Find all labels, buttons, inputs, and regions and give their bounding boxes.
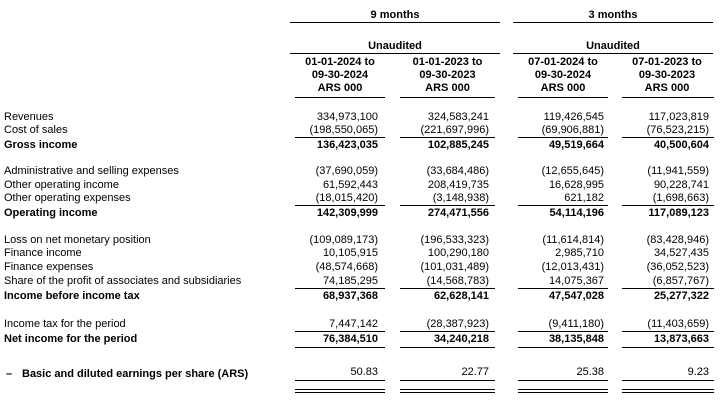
unaudited-label-9-months: Unaudited xyxy=(368,40,422,52)
row-label-eps: Basic and diluted earnings per share (ARS) xyxy=(22,368,249,380)
cell-gross-income-col1: 136,423,035 xyxy=(316,139,378,151)
cell-revenues-col3: 119,426,545 xyxy=(543,111,604,123)
rule-column-header-4 xyxy=(622,97,714,98)
column-header-4-line1: 07-01-2023 to xyxy=(632,56,702,68)
cell-other-operating-income-col3: 16,628,995 xyxy=(548,179,604,191)
rule-income-before-tax-2 xyxy=(400,288,495,289)
cell-eps-col3: 25.38 xyxy=(576,366,604,378)
cell-share-profit-associates-col4: (6,857,767) xyxy=(652,275,709,287)
cell-net-income-col3: 38,135,848 xyxy=(548,333,604,345)
cell-operating-income-col3: 54,114,196 xyxy=(549,207,604,219)
column-header-2-line1: 01-01-2023 to xyxy=(412,56,483,68)
cell-share-profit-associates-col3: 14,075,367 xyxy=(548,275,604,287)
rule-net-income-top-3 xyxy=(518,331,608,332)
period-header-3-months: 3 months xyxy=(588,9,638,21)
rule-gross-income-1 xyxy=(295,137,385,138)
cell-other-operating-income-col2: 208,419,735 xyxy=(427,179,489,191)
rule-net-income-top-2 xyxy=(400,331,495,332)
cell-finance-expenses-col2: (101,031,489) xyxy=(420,261,489,273)
rule-eps-2 xyxy=(400,380,495,381)
cell-revenues-col1: 334,973,100 xyxy=(316,111,378,123)
cell-finance-income-col4: 34,527,435 xyxy=(653,247,709,259)
cell-gross-income-col3: 49,519,664 xyxy=(548,139,604,151)
cell-operating-income-col1: 142,309,999 xyxy=(316,207,378,219)
cell-other-operating-income-col4: 90,228,741 xyxy=(653,179,709,191)
cell-operating-income-col2: 274,471,556 xyxy=(427,207,489,219)
eps-dash: – xyxy=(6,368,13,380)
cell-finance-expenses-col3: (12,013,431) xyxy=(541,261,604,273)
column-header-4-line2: 09-30-2023 xyxy=(638,69,696,81)
cell-other-operating-expenses-col3: 621,182 xyxy=(564,192,604,204)
row-label-other-operating-income: Other operating income xyxy=(4,179,119,191)
rule-gross-income-2 xyxy=(400,137,495,138)
rule-net-income-bottom-4 xyxy=(622,347,714,348)
cell-cost-of-sales-col4: (76,523,215) xyxy=(646,124,709,136)
rule-unaudited-9 xyxy=(290,53,500,54)
cell-other-operating-expenses-col4: (1,698,663) xyxy=(652,192,709,204)
row-label-finance-expenses: Finance expenses xyxy=(4,261,94,273)
cell-cost-of-sales-col1: (198,550,065) xyxy=(309,124,378,136)
rule-column-header-1 xyxy=(295,97,385,98)
column-header-4-unit: ARS 000 xyxy=(644,82,690,94)
cell-net-income-col4: 13,873,663 xyxy=(653,333,709,345)
period-header-9-months: 9 months xyxy=(370,9,420,21)
cell-admin-selling-expenses-col4: (11,941,559) xyxy=(647,165,709,177)
rule-income-before-tax-3 xyxy=(518,288,608,289)
rule-eps-4 xyxy=(622,380,714,381)
column-header-3-line2: 09-30-2024 xyxy=(534,69,592,81)
rule-net-income-bottom-2 xyxy=(400,347,495,348)
cell-income-tax-col4: (11,403,659) xyxy=(647,318,709,330)
rule-3-months xyxy=(513,22,713,23)
rule-gross-income-3 xyxy=(518,137,608,138)
cell-cost-of-sales-col2: (221,697,996) xyxy=(420,124,489,136)
column-header-1-line2: 09-30-2024 xyxy=(311,69,369,81)
column-header-2 xyxy=(395,56,500,95)
row-label-operating-income: Operating income xyxy=(4,207,98,219)
cell-income-before-tax-col2: 62,628,141 xyxy=(433,290,489,302)
rule-eps-3 xyxy=(518,380,608,381)
cell-share-profit-associates-col1: 74,185,295 xyxy=(322,275,378,287)
column-header-3-line1: 07-01-2024 to xyxy=(528,56,598,68)
column-header-2-line2: 09-30-2023 xyxy=(419,69,476,81)
row-label-loss-net-monetary-position: Loss on net monetary position xyxy=(4,234,151,246)
rule-operating-income-4 xyxy=(622,205,714,206)
row-label-finance-income: Finance income xyxy=(4,247,82,259)
row-label-share-profit-associates: Share of the profit of associates and subsidiaries xyxy=(4,275,242,287)
row-label-admin-selling-expenses: Administrative and selling expenses xyxy=(4,165,179,177)
cell-admin-selling-expenses-col3: (12,655,645) xyxy=(541,165,604,177)
cell-cost-of-sales-col3: (69,906,881) xyxy=(541,124,604,136)
row-label-gross-income: Gross income xyxy=(4,139,78,151)
cell-income-before-tax-col4: 25,277,322 xyxy=(653,290,709,302)
rule-gross-income-4 xyxy=(622,137,714,138)
cell-income-before-tax-col1: 68,937,368 xyxy=(322,290,378,302)
cell-income-tax-col1: 7,447,142 xyxy=(329,318,378,330)
cell-other-operating-expenses-col1: (18,015,420) xyxy=(315,192,378,204)
cell-income-before-tax-col3: 47,547,028 xyxy=(548,290,604,302)
column-header-3-unit: ARS 000 xyxy=(540,82,586,94)
rule-eps-1 xyxy=(295,380,385,381)
cell-revenues-col2: 324,583,241 xyxy=(427,111,489,123)
double-rule-4 xyxy=(622,389,714,393)
double-rule-3 xyxy=(518,389,608,393)
rule-net-income-bottom-3 xyxy=(518,347,608,348)
rule-column-header-3 xyxy=(518,97,608,98)
column-header-4 xyxy=(617,56,717,95)
column-header-3 xyxy=(513,56,613,95)
cell-income-tax-col3: (9,411,180) xyxy=(548,318,604,330)
cell-finance-income-col3: 2,985,710 xyxy=(555,247,604,259)
rule-unaudited-3 xyxy=(513,53,713,54)
cell-finance-income-col1: 10,105,915 xyxy=(322,247,378,259)
row-label-net-income: Net income for the period xyxy=(4,333,138,345)
cell-loss-net-monetary-position-col1: (109,089,173) xyxy=(309,234,378,246)
rule-operating-income-2 xyxy=(400,205,495,206)
cell-loss-net-monetary-position-col3: (11,614,814) xyxy=(542,234,604,246)
rule-operating-income-1 xyxy=(295,205,385,206)
column-header-1-unit: ARS 000 xyxy=(317,82,363,94)
rule-net-income-top-4 xyxy=(622,331,714,332)
cell-admin-selling-expenses-col1: (37,690,059) xyxy=(315,165,378,177)
cell-loss-net-monetary-position-col4: (83,428,946) xyxy=(646,234,709,246)
unaudited-label-3-months: Unaudited xyxy=(586,40,640,52)
column-header-1-line1: 01-01-2024 to xyxy=(305,56,375,68)
cell-admin-selling-expenses-col2: (33,684,486) xyxy=(426,165,489,177)
cell-finance-expenses-col1: (48,574,668) xyxy=(315,261,378,273)
cell-other-operating-income-col1: 61,592,443 xyxy=(322,179,378,191)
cell-net-income-col1: 76,384,510 xyxy=(322,333,378,345)
cell-income-tax-col2: (28,387,923) xyxy=(426,318,489,330)
rule-operating-income-3 xyxy=(518,205,608,206)
rule-income-before-tax-1 xyxy=(295,288,385,289)
column-header-2-unit: ARS 000 xyxy=(425,82,470,94)
cell-gross-income-col4: 40,500,604 xyxy=(653,139,709,151)
cell-operating-income-col4: 117,089,123 xyxy=(648,207,709,219)
rule-column-header-2 xyxy=(400,97,495,98)
double-rule-2 xyxy=(400,389,495,393)
row-label-income-before-tax: Income before income tax xyxy=(4,290,140,302)
row-label-other-operating-expenses: Other operating expenses xyxy=(4,192,131,204)
row-label-revenues: Revenues xyxy=(4,111,54,123)
cell-other-operating-expenses-col2: (3,148,938) xyxy=(432,192,489,204)
cell-eps-col2: 22.77 xyxy=(461,366,489,378)
cell-revenues-col4: 117,023,819 xyxy=(648,111,709,123)
double-rule-1 xyxy=(295,389,385,393)
column-header-1 xyxy=(290,56,390,95)
cell-net-income-col2: 34,240,218 xyxy=(433,333,489,345)
rule-net-income-bottom-1 xyxy=(295,347,385,348)
rule-income-before-tax-4 xyxy=(622,288,714,289)
cell-eps-col4: 9.23 xyxy=(687,366,709,378)
rule-net-income-top-1 xyxy=(295,331,385,332)
rule-9-months xyxy=(290,22,500,23)
row-label-income-tax: Income tax for the period xyxy=(4,318,126,330)
row-label-cost-of-sales: Cost of sales xyxy=(4,124,68,136)
cell-gross-income-col2: 102,885,245 xyxy=(427,139,489,151)
cell-loss-net-monetary-position-col2: (196,533,323) xyxy=(420,234,489,246)
cell-eps-col1: 50.83 xyxy=(350,366,378,378)
cell-finance-income-col2: 100,290,180 xyxy=(427,247,489,259)
cell-finance-expenses-col4: (36,052,523) xyxy=(646,261,709,273)
cell-share-profit-associates-col2: (14,568,783) xyxy=(426,275,489,287)
